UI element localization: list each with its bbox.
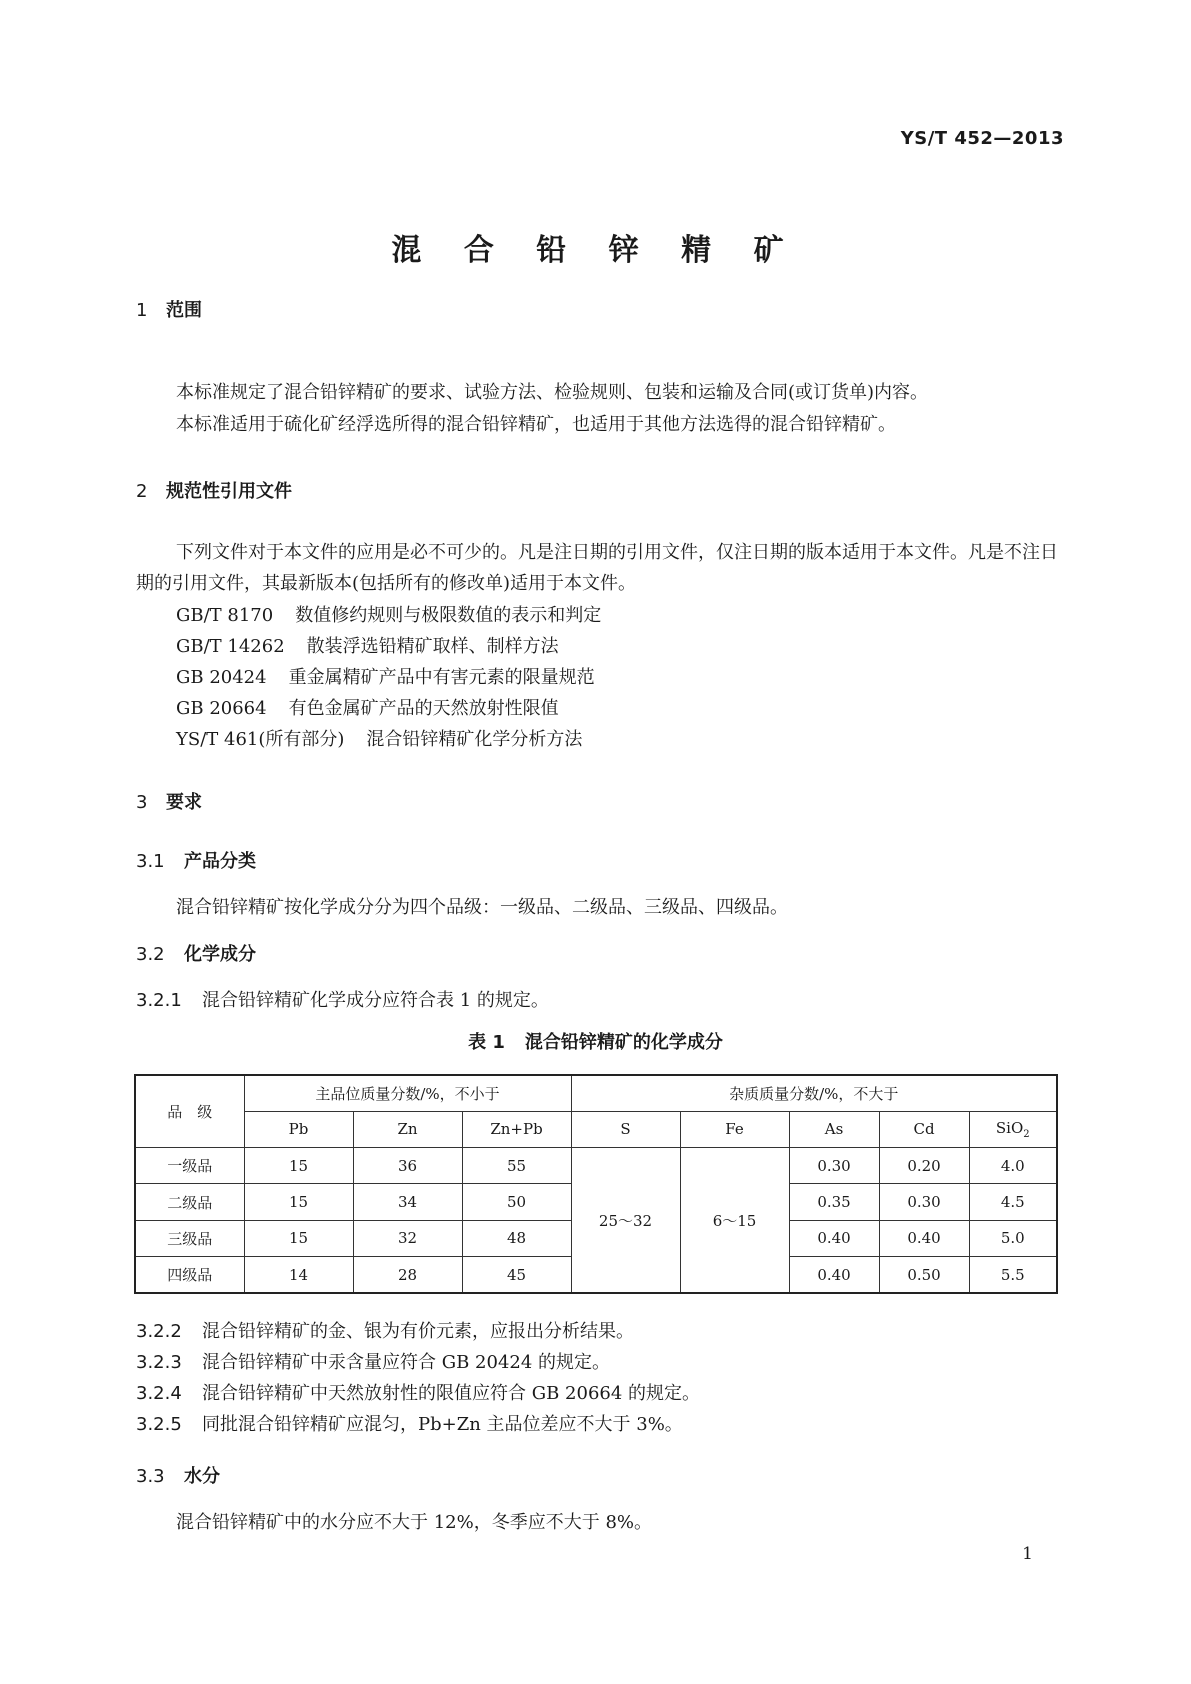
- column-header-zn: Zn: [353, 1111, 462, 1147]
- cd-cell: 0.20: [879, 1148, 969, 1184]
- main-grade-group-header: 主品位质量分数/%，不小于: [244, 1075, 571, 1111]
- cd-cell: 0.30: [879, 1184, 969, 1220]
- reference-code: GB 20424: [176, 667, 267, 688]
- s-range-cell: 25～32: [571, 1148, 680, 1293]
- subsection-title: 水分: [184, 1466, 220, 1487]
- znpb-cell: 45: [462, 1257, 571, 1293]
- table-caption-number: 表 1: [468, 1032, 505, 1053]
- pb-cell: 15: [244, 1184, 353, 1220]
- reference-title: 散装浮选铅精矿取样、制样方法: [306, 636, 559, 657]
- grade-header: 品 级: [135, 1075, 244, 1148]
- section-1-heading: [136, 296, 202, 322]
- clause-text: 混合铅锌精矿的金、银为有价元素，应报出分析结果。: [202, 1321, 634, 1342]
- document-title: 混 合 铅 锌 精 矿: [391, 233, 800, 268]
- reference-code: YS/T 461(所有部分): [176, 729, 345, 750]
- znpb-cell: 55: [462, 1148, 571, 1184]
- grade-cell: 四级品: [135, 1257, 244, 1293]
- zn-cell: 34: [353, 1184, 462, 1220]
- classification-paragraph: 混合铅锌精矿按化学成分分为四个品级：一级品、二级品、三级品、四级品。: [176, 897, 788, 918]
- reference-item: [176, 601, 601, 627]
- znpb-cell: 48: [462, 1220, 571, 1256]
- scope-paragraph-2: 本标准适用于硫化矿经浮选所得的混合铅锌精矿，也适用于其他方法选得的混合铅锌精矿。: [176, 414, 896, 435]
- section-number: 3: [136, 792, 148, 813]
- section-number: 1: [136, 300, 148, 321]
- grade-cell: 三级品: [135, 1220, 244, 1256]
- column-header-cd: Cd: [879, 1111, 969, 1147]
- section-3-heading: [136, 788, 202, 814]
- grade-cell: 一级品: [135, 1148, 244, 1184]
- reference-code: GB 20664: [176, 698, 267, 719]
- column-header-fe: Fe: [680, 1111, 789, 1147]
- section-title: 规范性引用文件: [166, 481, 292, 502]
- reference-code: GB/T 14262: [176, 636, 285, 657]
- cd-cell: 0.40: [879, 1220, 969, 1256]
- grade-cell: 二级品: [135, 1184, 244, 1220]
- column-header-znpb: Zn+Pb: [462, 1111, 571, 1147]
- subsection-number: 3.3: [136, 1466, 165, 1487]
- pb-cell: 14: [244, 1257, 353, 1293]
- as-cell: 0.35: [789, 1184, 879, 1220]
- clause-3-2-3: [136, 1348, 610, 1374]
- clause-3-2-2: [136, 1317, 634, 1343]
- references-intro: 下列文件对于本文件的应用是必不可少的。凡是注日期的引用文件，仅注日期的版本适用于本文件。凡是不注日期的引用文件，其最新版本(包括所有的修改单)适用于本文件。: [136, 542, 1058, 594]
- reference-title: 混合铅锌精矿化学分析方法: [366, 729, 583, 750]
- clause-number: 3.2.4: [136, 1383, 182, 1404]
- subsection-3-1-heading: [136, 847, 256, 873]
- pb-cell: 15: [244, 1148, 353, 1184]
- clause-3-2-5: [136, 1410, 683, 1436]
- as-cell: 0.40: [789, 1257, 879, 1293]
- reference-title: 数值修约规则与极限数值的表示和判定: [295, 605, 602, 626]
- subsection-title: 产品分类: [184, 851, 256, 872]
- reference-code: GB/T 8170: [176, 605, 274, 626]
- clause-3-2-1: [136, 986, 549, 1012]
- sio2-cell: 4.0: [969, 1148, 1057, 1184]
- pb-cell: 15: [244, 1220, 353, 1256]
- clause-text: 混合铅锌精矿中汞含量应符合 GB 20424 的规定。: [202, 1352, 611, 1373]
- zn-cell: 28: [353, 1257, 462, 1293]
- as-cell: 0.40: [789, 1220, 879, 1256]
- clause-text: 混合铅锌精矿中天然放射性的限值应符合 GB 20664 的规定。: [202, 1383, 701, 1404]
- reference-item: [176, 632, 559, 658]
- clause-number: 3.2.2: [136, 1321, 182, 1342]
- znpb-cell: 50: [462, 1184, 571, 1220]
- subsection-title: 化学成分: [184, 944, 256, 965]
- reference-item: [176, 694, 559, 720]
- section-2-heading: [136, 477, 292, 503]
- section-number: 2: [136, 481, 148, 502]
- section-title: 范围: [166, 300, 202, 321]
- reference-title: 重金属精矿产品中有害元素的限量规范: [288, 667, 595, 688]
- subsection-number: 3.2: [136, 944, 165, 965]
- sio2-cell: 5.5: [969, 1257, 1057, 1293]
- standard-code: YS/T 452—2013: [900, 128, 1064, 149]
- zn-cell: 36: [353, 1148, 462, 1184]
- sio2-cell: 4.5: [969, 1184, 1057, 1220]
- impurity-group-header: 杂质质量分数/%，不大于: [571, 1075, 1057, 1111]
- column-header-sio2: SiO$_2$: [969, 1111, 1057, 1147]
- table-caption-title: 混合铅锌精矿的化学成分: [524, 1032, 723, 1053]
- clause-text: 混合铅锌精矿化学成分应符合表 1 的规定。: [202, 990, 549, 1011]
- reference-title: 有色金属矿产品的天然放射性限值: [288, 698, 559, 719]
- clause-number: 3.2.5: [136, 1414, 182, 1435]
- clause-text: 同批混合铅锌精矿应混匀，Pb+Zn 主品位差应不大于 3%。: [202, 1414, 683, 1435]
- chemical-composition-table: [134, 1074, 1058, 1294]
- subsection-3-3-heading: [136, 1462, 220, 1488]
- reference-item: [176, 725, 582, 751]
- column-header-as: As: [789, 1111, 879, 1147]
- subsection-3-2-heading: [136, 940, 256, 966]
- table-row: [135, 1148, 1057, 1184]
- table-caption: [0, 1028, 1191, 1054]
- sio2-cell: 5.0: [969, 1220, 1057, 1256]
- cd-cell: 0.50: [879, 1257, 969, 1293]
- zn-cell: 32: [353, 1220, 462, 1256]
- section-title: 要求: [166, 792, 202, 813]
- moisture-paragraph: 混合铅锌精矿中的水分应不大于 12%，冬季应不大于 8%。: [176, 1512, 653, 1533]
- column-header-pb: Pb: [244, 1111, 353, 1147]
- reference-item: [176, 663, 595, 689]
- scope-paragraph-1: 本标准规定了混合铅锌精矿的要求、试验方法、检验规则、包装和运输及合同(或订货单)内容。: [176, 382, 929, 403]
- clause-3-2-4: [136, 1379, 700, 1405]
- subsection-number: 3.1: [136, 851, 165, 872]
- as-cell: 0.30: [789, 1148, 879, 1184]
- clause-number: 3.2.1: [136, 990, 182, 1011]
- column-header-s: S: [571, 1111, 680, 1147]
- fe-range-cell: 6～15: [680, 1148, 789, 1293]
- clause-number: 3.2.3: [136, 1352, 182, 1373]
- page-number: 1: [1022, 1544, 1033, 1564]
